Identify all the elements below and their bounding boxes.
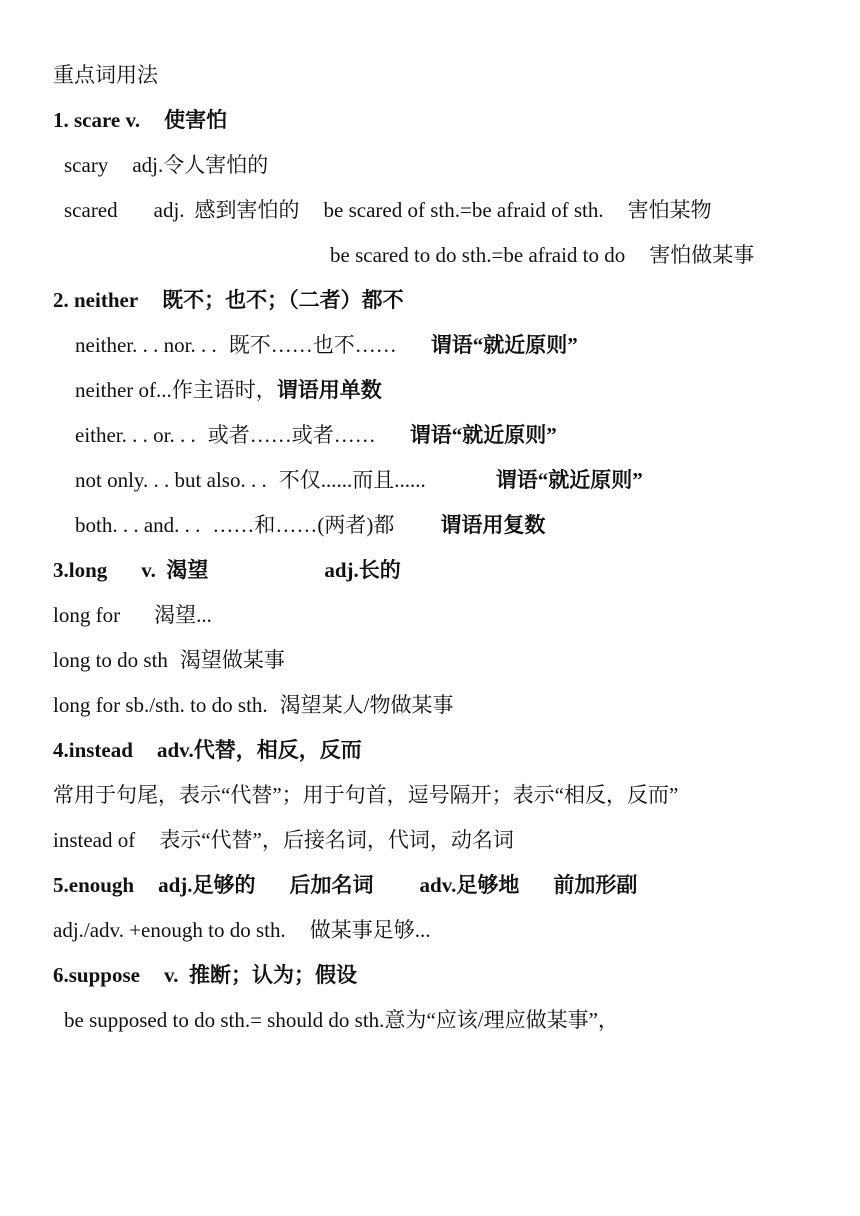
phrase: long for (53, 603, 121, 627)
entry-adv-note: 前加形副 (553, 873, 638, 897)
entry-word: 2. neither (53, 288, 139, 312)
entry-suppose-heading (53, 961, 357, 989)
phrase: neither of...作主语时， (75, 378, 277, 402)
entry-meaning: adv.代替，相反，反而 (156, 738, 362, 762)
word: scared (64, 198, 118, 222)
phrase: adj./adv. +enough to do sth. (53, 918, 286, 942)
note: 谓语用复数 (440, 513, 546, 537)
entry-word: 5.enough (53, 873, 135, 897)
long-for-sb-line (53, 691, 454, 719)
meaning: 或者……或者…… (207, 423, 376, 447)
enough-to-do-line (53, 916, 430, 944)
entry-word: 4.instead (53, 738, 133, 762)
part-of-speech: adj. (153, 198, 185, 222)
meaning: ……和……(两者)都 (212, 513, 395, 537)
meaning: 做某事足够... (309, 918, 431, 942)
entry-meaning: 既不；也不；（二者）都不 (162, 288, 404, 312)
phrase: long for sb./sth. to do sth. (53, 693, 268, 717)
phrase: long to do sth (53, 648, 168, 672)
phrase: be scared to do sth.=be afraid to do (330, 243, 626, 267)
instead-of-line (53, 826, 514, 854)
meaning: 渴望做某事 (179, 648, 285, 672)
phrase: both. . . and. . . (75, 513, 201, 537)
entry-adv-meaning: adv.足够地 (419, 873, 520, 897)
entry-adj-meaning: adj.足够的 (158, 873, 256, 897)
meaning: 表示“代替”，后接名词，代词，动名词 (159, 828, 514, 852)
neither-of-line (75, 376, 382, 404)
phrase: be scared of sth.=be afraid of sth. (323, 198, 604, 222)
instead-usage-line: 常用于句尾，表示“代替”；用于句首，逗号隔开；表示“相反，反而” (53, 783, 679, 807)
entry-word: 6.suppose (53, 963, 140, 987)
word: scary (64, 153, 109, 177)
phrase-meaning: 害怕某物 (627, 198, 712, 222)
entry-long-heading (53, 556, 401, 584)
entry-verb-meaning: v. 渴望 (141, 558, 209, 582)
phrase-meaning: 害怕做某事 (649, 243, 755, 267)
scared-to-line (330, 241, 754, 269)
entry-instead-heading (53, 736, 362, 764)
entry-enough-heading (53, 871, 637, 899)
entry-adj-note: 后加名词 (289, 873, 374, 897)
entry-word: 3.long (53, 558, 108, 582)
either-or-line (75, 421, 557, 449)
entry-meaning: v. 推断；认为；假设 (163, 963, 358, 987)
entry-word: 1. scare v. (53, 108, 141, 132)
meaning: 渴望... (154, 603, 212, 627)
note: 谓语“就近原则” (409, 423, 557, 447)
long-to-do-line (53, 646, 285, 674)
scared-line (64, 196, 712, 224)
entry-neither-heading (53, 286, 404, 314)
meaning: 既不……也不…… (228, 333, 397, 357)
section-title: 重点词用法 (53, 63, 158, 87)
phrase: neither. . . nor. . . (75, 333, 217, 357)
note: 谓语“就近原则” (430, 333, 578, 357)
meaning: 不仅......而且...... (278, 468, 426, 492)
entry-meaning: 使害怕 (164, 108, 228, 132)
long-for-line (53, 601, 212, 629)
meaning: 渴望某人/物做某事 (279, 693, 454, 717)
meaning: adj.令人害怕的 (132, 153, 269, 177)
phrase: not only. . . but also. . . (75, 468, 267, 492)
note: 谓语“就近原则” (495, 468, 643, 492)
phrase: instead of (53, 828, 136, 852)
neither-nor-line (75, 331, 578, 359)
supposed-to-line: be supposed to do sth.= should do sth.意为“应该/理应做某事”， (64, 1008, 619, 1032)
entry-adj-meaning: adj.长的 (324, 558, 401, 582)
note: 谓语用单数 (276, 378, 382, 402)
scary-line (64, 151, 268, 179)
both-and-line (75, 511, 545, 539)
meaning: 感到害怕的 (194, 198, 300, 222)
not-only-but-also-line (75, 466, 643, 494)
entry-scare-heading (53, 106, 227, 134)
phrase: either. . . or. . . (75, 423, 196, 447)
